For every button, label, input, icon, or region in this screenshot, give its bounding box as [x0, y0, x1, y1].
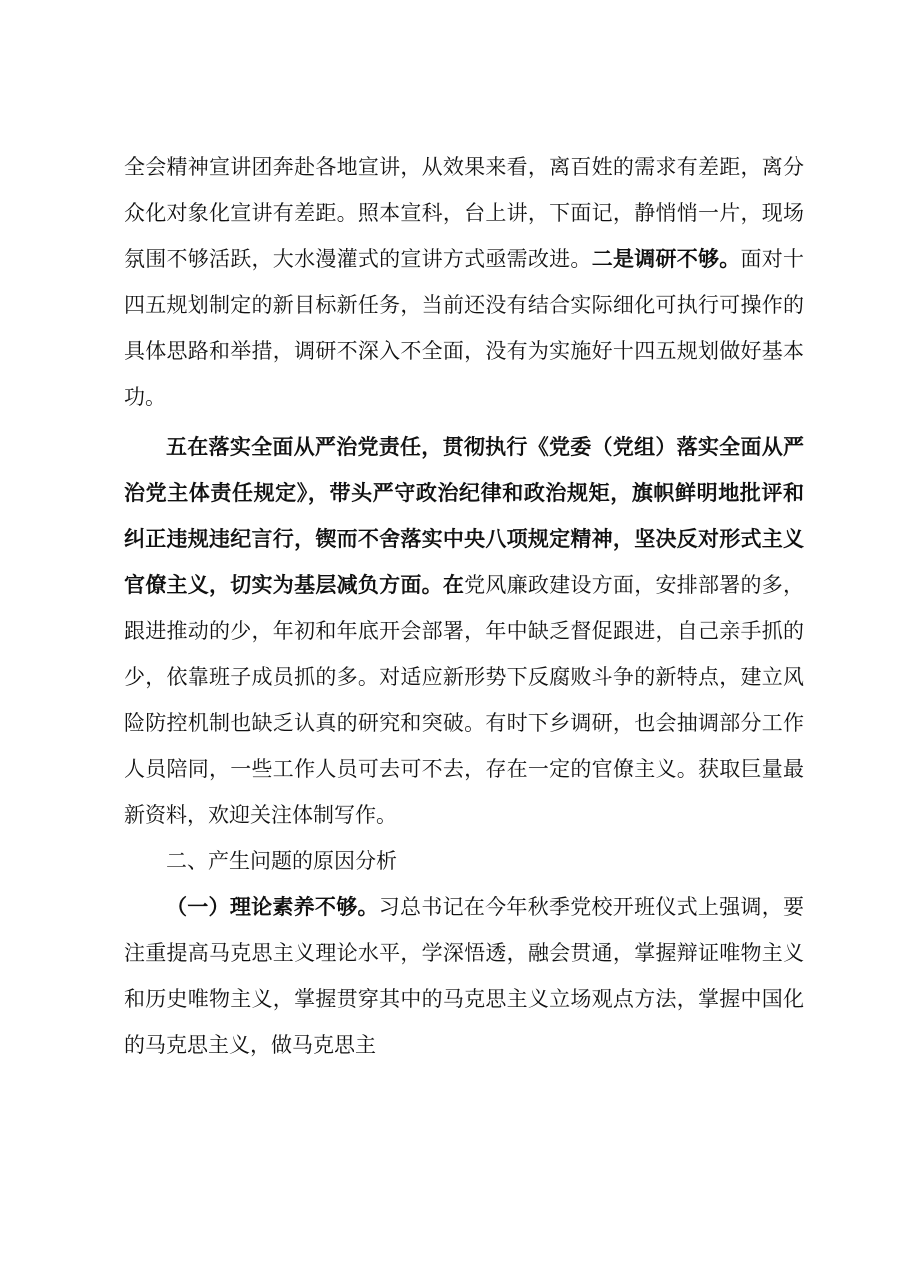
paragraph-1-bold-heading: 二是调研不够。 — [591, 246, 741, 271]
document-page — [124, 144, 804, 1068]
paragraph-2-text: 党风廉政建设方面，安排部署的多，跟进推动的少，年初和年底开会部署，年中缺乏督促跟进，自己亲手抓的少，依靠班子成员抓的多。对适应新形势下反腐败斗争的新特点，建立风险防控机制也缺乏认真的研究和突破。有时下乡调研，也会抽调部分工作人员陪同，一些工作人员可去可不去，存在一定的官僚主义。获取巨量最新资料，欢迎关注体制写作。 — [124, 573, 805, 827]
paragraph-1 — [124, 144, 804, 420]
paragraph-1-text-b: 面对十四五规划制定的新目标新任务，当前还没有结合实际细化可执行可操作的具体思路和举措，调研不深入不全面，没有为实施好十四五规划做好基本功。 — [124, 247, 805, 409]
paragraph-4-text: 习总书记在今年秋季党校开班仪式上强调，要注重提高马克思主义理论水平，学深悟透，融会贯通，掌握辩证唯物主义和历史唯物主义，掌握贯穿其中的马克思主义立场观点方法，掌握中国化的马克思主义，做马克思主 — [124, 895, 805, 1057]
paragraph-2 — [124, 424, 804, 838]
paragraph-4 — [124, 884, 804, 1068]
paragraph-4-bold-heading: （一）理论素养不够。 — [166, 894, 379, 919]
section-heading-text: 二、产生问题的原因分析 — [166, 849, 397, 873]
paragraph-2-bold-heading: 五在落实全面从严治党责任，贯彻执行《党委（党组）落实全面从严治党主体责任规定》，带头严守政治纪律和政治规矩，旗帜鲜明地批评和纠正违规违纪言行，锲而不舍落实中央八项规定精神，坚决反对形式主义官僚主义，切实为基层减负方面。在 — [124, 434, 804, 597]
section-heading — [124, 838, 804, 884]
paragraph-1-text-a: 全会精神宣讲团奔赴各地宣讲，从效果来看，离百姓的需求有差距，离分众化对象化宣讲有差距。照本宣科，台上讲，下面记，静悄悄一片，现场氛围不够活跃，大水漫灌式的宣讲方式亟需改进。 — [124, 155, 804, 271]
